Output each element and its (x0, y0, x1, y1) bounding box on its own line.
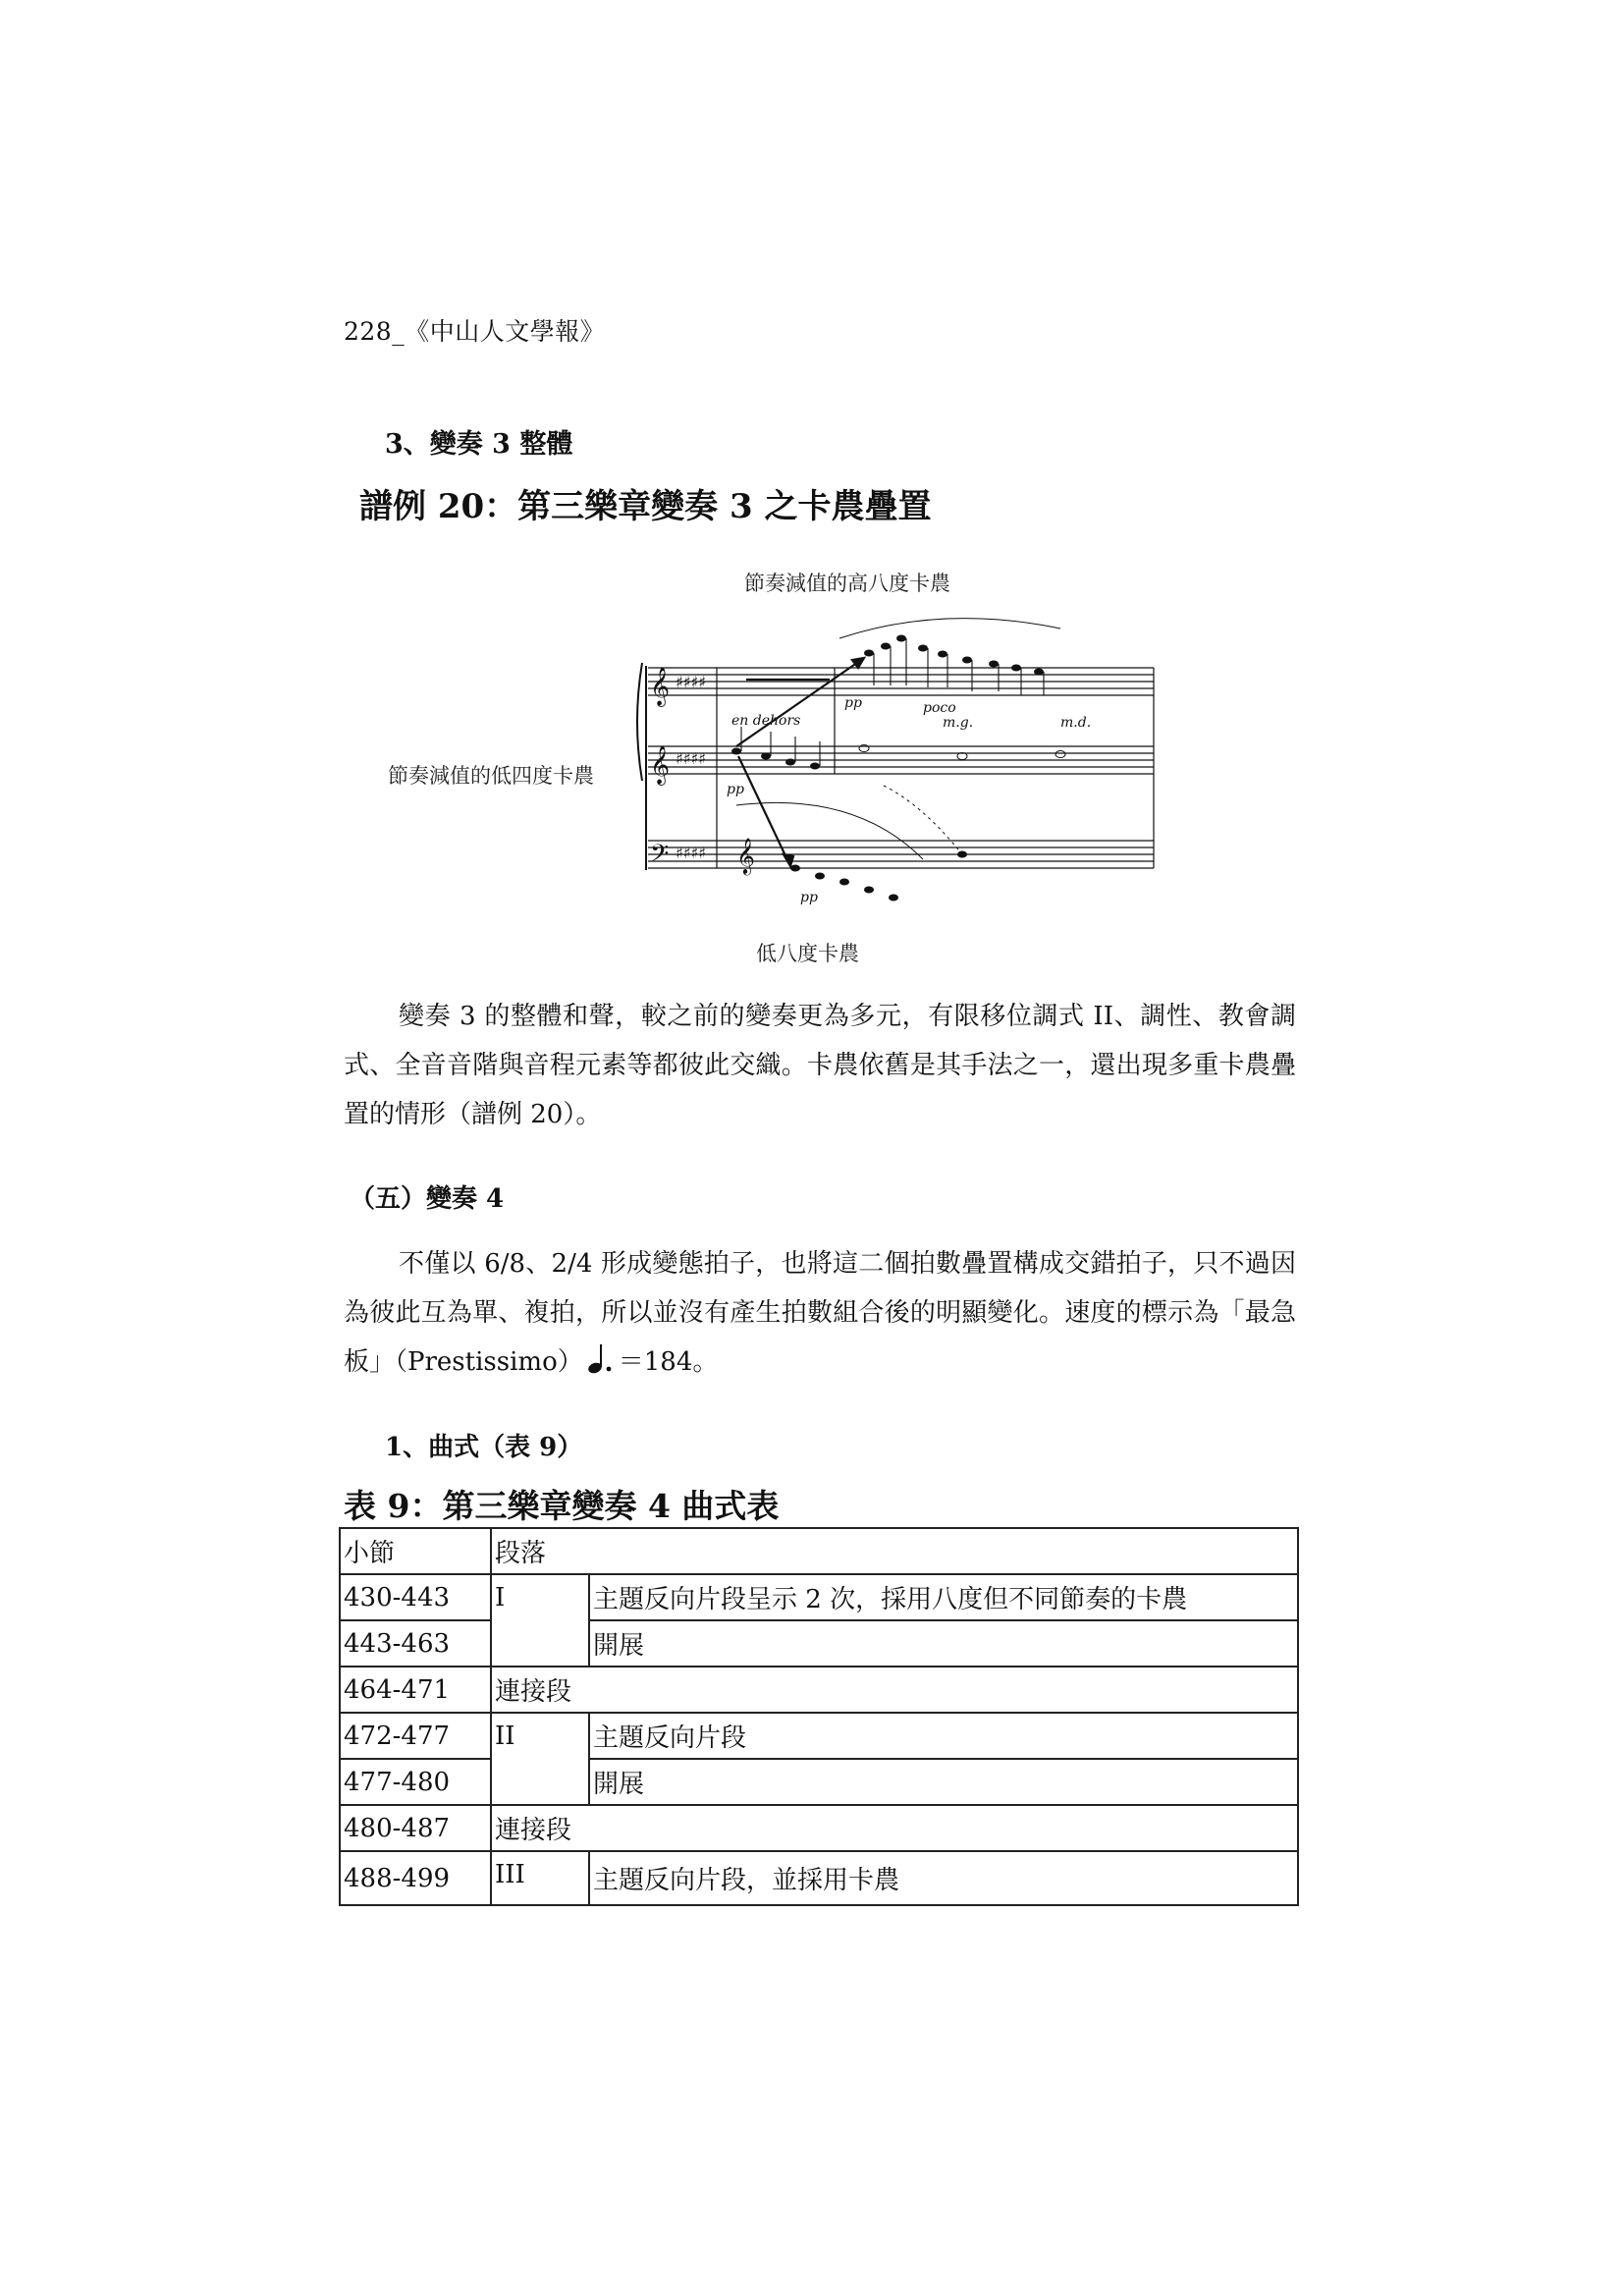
header-bars: 小節 (340, 1528, 491, 1574)
form-table (339, 1527, 1299, 1906)
section-cell: II (491, 1713, 589, 1805)
pp-mark: pp (727, 782, 744, 797)
bars-cell: 480-487 (340, 1805, 491, 1851)
header-section: 段落 (491, 1528, 1298, 1574)
canon-label-high-octave: 節奏減值的高八度卡農 (744, 572, 950, 595)
description-cell: 開展 (589, 1620, 1298, 1667)
md-mark: m.d. (1060, 715, 1092, 731)
transition-cell: 連接段 (491, 1805, 1298, 1851)
description-cell: 主題反向片段呈示 2 次，採用八度但不同節奏的卡農 (589, 1574, 1298, 1620)
bars-cell: 488-499 (340, 1851, 491, 1905)
staff-lines (648, 668, 1154, 868)
section-title-variation4: （五）變奏 4 (350, 1184, 505, 1214)
description-cell: 開展 (589, 1759, 1298, 1805)
system-brace (637, 663, 646, 870)
section-cell: I (491, 1574, 589, 1667)
paragraph-text: 不僅以 6/8、2/4 形成變態拍子，也將這二個拍數疊置構成交錯拍子，只不過因為彼此互為單、複拍，所以並沒有產生拍數組合後的明顯變化。速度的標示為「最急板」（Prestissimo） (344, 1249, 1296, 1377)
table-row (340, 1620, 1298, 1667)
transition-cell: 連接段 (491, 1667, 1298, 1713)
paragraph-variation4 (344, 1239, 1296, 1387)
description-cell: 主題反向片段 (589, 1713, 1298, 1759)
pp-mark: pp (800, 890, 818, 905)
slurs (736, 619, 1060, 859)
tempo-value: ＝184。 (618, 1347, 719, 1377)
section-cell: III (491, 1851, 589, 1905)
expression-marks (727, 695, 1091, 905)
subsection-title: 3、變奏 3 整體 (385, 429, 573, 460)
table-row (340, 1851, 1298, 1905)
table-caption: 表 9：第三樂章變奏 4 曲式表 (344, 1487, 780, 1525)
table-row (340, 1574, 1298, 1620)
table-reference-heading: 1、曲式（表 9） (385, 1433, 583, 1462)
clefs (650, 667, 755, 875)
treble-clef-icon: 𝄞 (650, 667, 671, 706)
en-dehors-mark: en dehors (731, 713, 801, 729)
poco-mark: poco (923, 700, 956, 716)
bars-cell: 477-480 (340, 1759, 491, 1805)
bars-cell: 472-477 (340, 1713, 491, 1759)
dotted-quarter-note-icon (583, 1342, 619, 1376)
table-header-row (340, 1528, 1298, 1574)
canon-arrows (736, 658, 864, 866)
bars-cell: 443-463 (340, 1620, 491, 1667)
paragraph-variation3: 變奏 3 的整體和聲，較之前的變奏更為多元，有限移位調式 II、調性、教會調式、全音音階與音程元素等都彼此交織。卡農依舊是其手法之一，還出現多重卡農疊置的情形（譜例 20）。 (344, 1002, 1296, 1129)
running-header: 228_《中山人文學報》 (344, 317, 606, 346)
music-score-figure (628, 609, 1159, 923)
pp-mark: pp (844, 695, 862, 711)
table-row (340, 1805, 1298, 1851)
table-row (340, 1759, 1298, 1805)
mg-mark: m.g. (943, 715, 974, 731)
example-caption: 譜例 20：第三樂章變奏 3 之卡農疊置 (359, 487, 932, 526)
svg-text:♯♯♯♯: ♯♯♯♯ (676, 673, 706, 691)
svg-text:♯♯♯♯: ♯♯♯♯ (676, 844, 706, 862)
bars-cell: 464-471 (340, 1667, 491, 1713)
bars-cell: 430-443 (340, 1574, 491, 1620)
barlines (717, 668, 1154, 868)
canon-label-low-fourth: 節奏減值的低四度卡農 (388, 764, 594, 788)
svg-text:♯♯♯♯: ♯♯♯♯ (676, 749, 706, 768)
table-row (340, 1713, 1298, 1759)
canon-label-low-octave: 低八度卡農 (756, 942, 859, 965)
description-cell: 主題反向片段，並採用卡農 (589, 1851, 1298, 1905)
treble-clef-icon: 𝄞 (736, 837, 755, 874)
treble-clef-icon: 𝄞 (650, 745, 671, 785)
bass-clef-icon: 𝄢 (650, 840, 670, 874)
table-row (340, 1667, 1298, 1713)
